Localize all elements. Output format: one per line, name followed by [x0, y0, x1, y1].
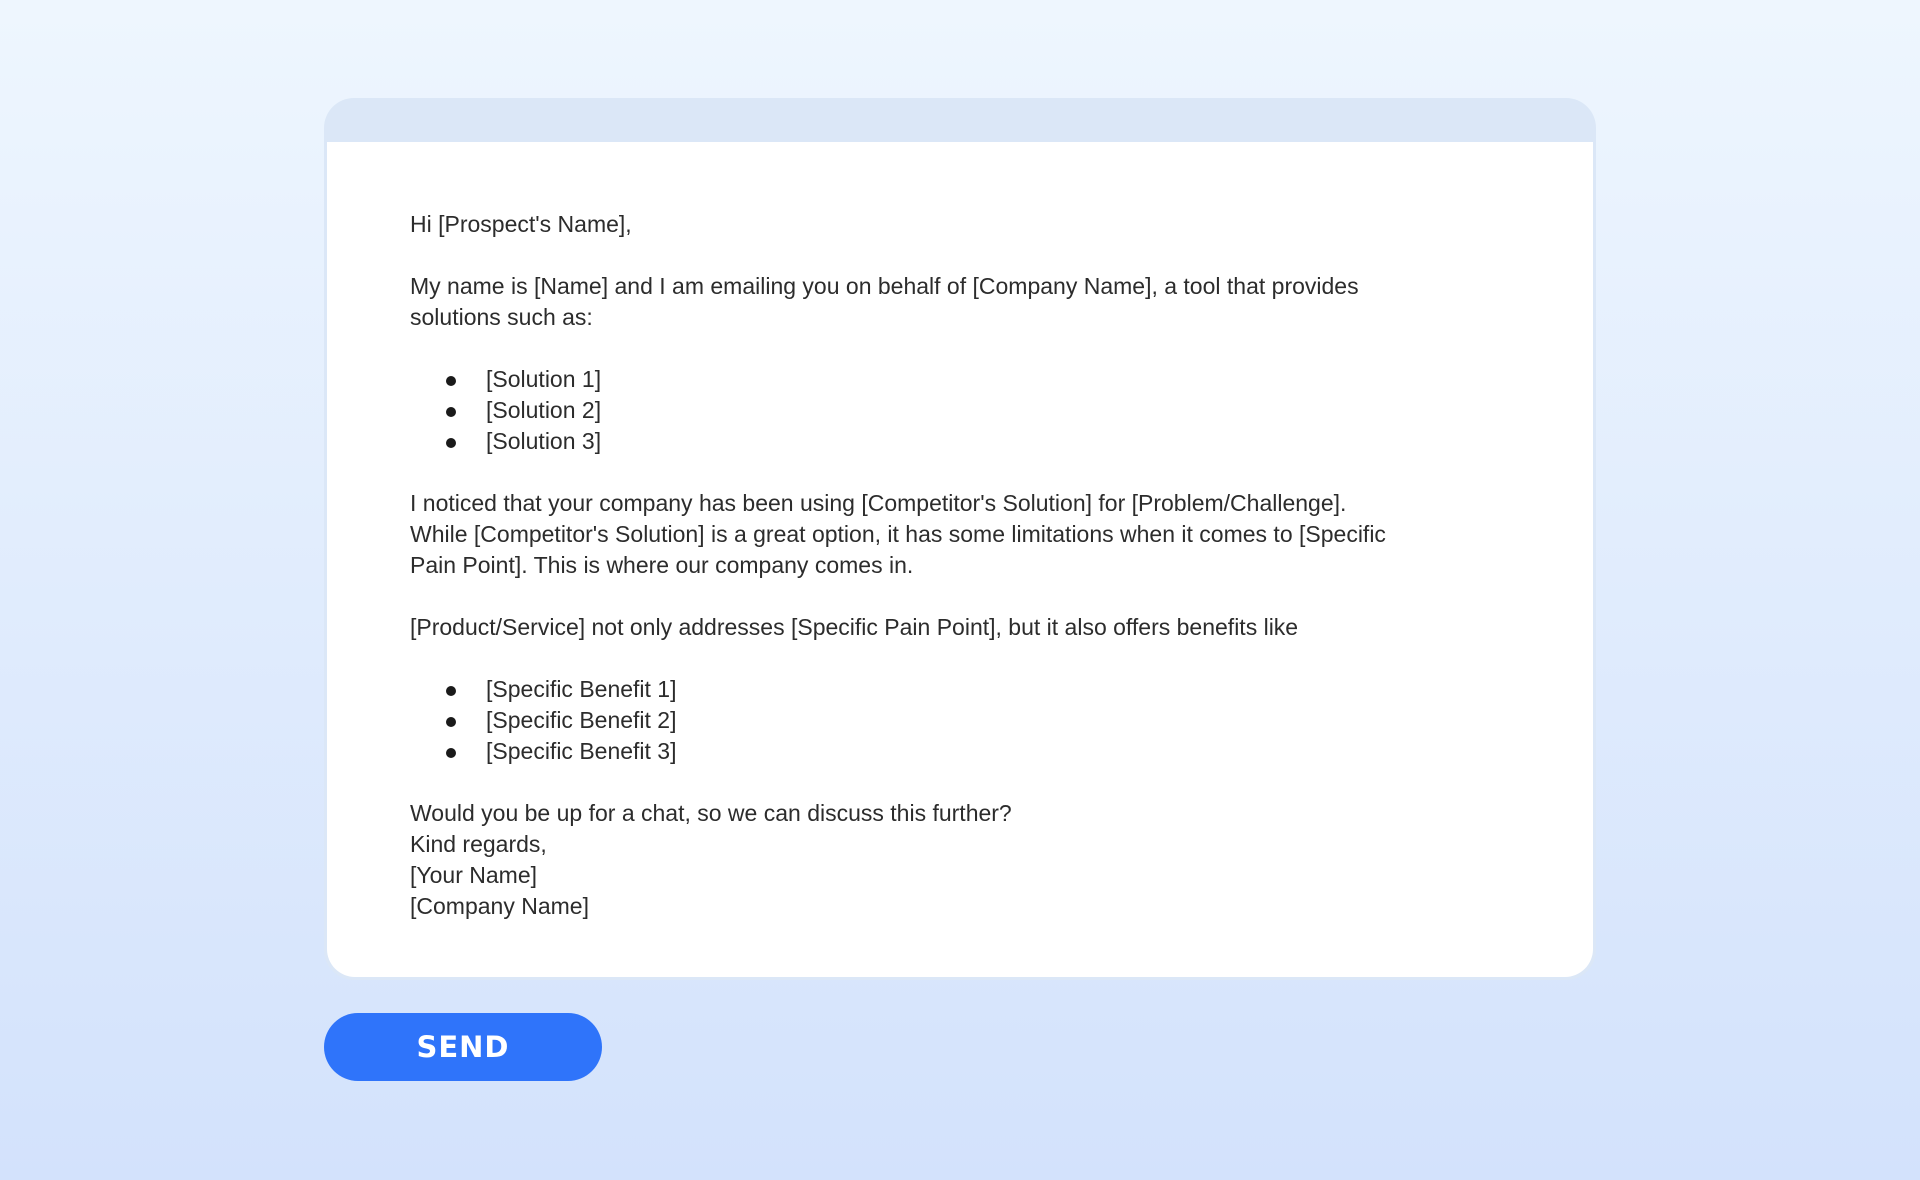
- list-item: [446, 364, 1513, 395]
- bullet-icon: [446, 438, 456, 448]
- email-body[interactable]: [327, 142, 1593, 977]
- closing-question: Would you be up for a chat, so we can discuss this further?: [410, 800, 1012, 826]
- email-greeting: Hi [Prospect's Name],: [410, 211, 632, 237]
- signature-name: [Your Name]: [410, 862, 537, 888]
- benefit-text: [Specific Benefit 3]: [486, 738, 677, 764]
- list-item: [446, 705, 1513, 736]
- signoff: Kind regards,: [410, 831, 547, 857]
- send-button[interactable]: SEND: [324, 1013, 602, 1081]
- solutions-list: [410, 364, 1513, 457]
- competitor-paragraph: I noticed that your company has been using [Competitor's Solution] for [Problem/Challenge]. While [Competitor's Solution] is a great option, it has some limitations when it comes to [Specific Pain Point]. This is where our company comes in.: [410, 490, 1386, 578]
- bullet-icon: [446, 376, 456, 386]
- paragraph-gap: [410, 457, 1513, 488]
- paragraph-gap: [410, 581, 1513, 612]
- email-intro: My name is [Name] and I am emailing you on behalf of [Company Name], a tool that provides solutions such as:: [410, 273, 1359, 330]
- benefits-list: [410, 674, 1513, 767]
- bullet-icon: [446, 407, 456, 417]
- list-item: [446, 426, 1513, 457]
- list-item: [446, 395, 1513, 426]
- paragraph-gap: [410, 643, 1513, 674]
- product-paragraph: [Product/Service] not only addresses [Specific Pain Point], but it also offers benefits like: [410, 614, 1299, 640]
- list-item: [446, 674, 1513, 705]
- email-card: [324, 98, 1596, 980]
- benefit-text: [Specific Benefit 2]: [486, 707, 677, 733]
- paragraph-gap: [410, 240, 1513, 271]
- solution-text: [Solution 2]: [486, 397, 602, 423]
- benefit-text: [Specific Benefit 1]: [486, 676, 677, 702]
- list-item: [446, 736, 1513, 767]
- paragraph-gap: [410, 767, 1513, 798]
- solution-text: [Solution 3]: [486, 428, 602, 454]
- bullet-icon: [446, 717, 456, 727]
- bullet-icon: [446, 748, 456, 758]
- bullet-icon: [446, 686, 456, 696]
- solution-text: [Solution 1]: [486, 366, 602, 392]
- signature-company: [Company Name]: [410, 893, 589, 919]
- paragraph-gap: [410, 333, 1513, 364]
